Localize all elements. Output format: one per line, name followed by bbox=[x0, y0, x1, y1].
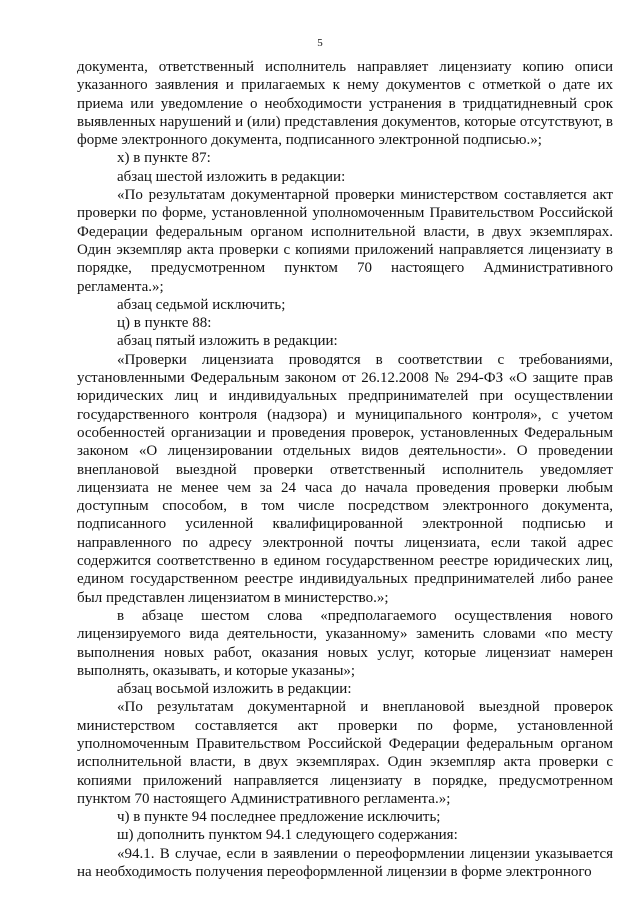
paragraph: х) в пункте 87: bbox=[117, 150, 211, 167]
paragraph: абзац пятый изложить в редакции: bbox=[117, 333, 338, 350]
paragraph: абзац шестой изложить в редакции: bbox=[117, 168, 346, 185]
document-body bbox=[77, 58, 613, 881]
paragraph: ц) в пункте 88: bbox=[117, 315, 212, 332]
paragraph: «По результатам документарной и внеплановой выездной проверок министерством составляется акт проверки по форме, установленной уполномоченным Правительством Российской Федерации федеральным органом исполнительной власти, в двух экземплярах. Один экземпляр акта проверки с копиями приложений направляется лицензиату в порядке, предусмотренном пунктом 70 настоящего Административного регламента.»; bbox=[77, 699, 613, 807]
paragraph: «По результатам документарной проверки министерством составляется акт проверки по форме, установленной уполномоченным Правительством Российской Федерации федеральным органом исполнительной власти, в двух экземплярах. Один экземпляр акта проверки с копиями приложений направляется лицензиату в порядке, предусмотренном пунктом 70 настоящего Административного регламента.»; bbox=[77, 187, 613, 295]
paragraph: документа, ответственный исполнитель направляет лицензиату копию описи указанного заявления и прилагаемых к нему документов с отметкой о дате их приема или уведомление о необходимости устранения в тридцатидневный срок выявленных нарушений и (или) представления документов, которые отсутствуют, в форме электронного документа, подписанного электронной подписью.»; bbox=[77, 59, 613, 149]
page-number: 5 bbox=[317, 37, 323, 49]
paragraph: в абзаце шестом слова «предполагаемого осуществления нового лицензируемого вида деятельности, указанному» заменить словами «по месту выполнения новых работ, оказания новых услуг, которые лицензиат намерен выполнять, оказывать, и которые указаны»; bbox=[77, 607, 613, 679]
paragraph: «94.1. В случае, если в заявлении о переоформлении лицензии указывается на необходимость получения переоформленной лицензии в форме электронного bbox=[77, 845, 613, 881]
paragraph: абзац седьмой исключить; bbox=[117, 296, 286, 313]
paragraph: ч) в пункте 94 последнее предложение исключить; bbox=[117, 809, 441, 826]
paragraph: «Проверки лицензиата проводятся в соответствии с требованиями, установленными Федеральным законом от 26.12.2008 № 294-ФЗ «О защите прав юридических лиц и индивидуальных предпринимателей при осуществлении государственного контроля (надзора) и муниципального контроля», с учетом особенностей организации и проведения проверок, установленных Федеральным законом «О лицензировании отдельных видов деятельности». О проведении внеплановой выездной проверки ответственный исполнитель уведомляет лицензиата не менее чем за 24 часа до начала проведения проверки любым доступным способом, в том числе посредством электронного документа, подписанного усиленной квалифицированной электронной подписью и направленного по адресу электронной почты лицензиата, если такой адрес содержится соответственно в едином государственном реестре юридических лиц, едином государственном реестре индивидуальных предпринимателей либо ранее был представлен лицензиатом в министерство.»; bbox=[77, 351, 613, 606]
paragraph: ш) дополнить пунктом 94.1 следующего содержания: bbox=[117, 827, 458, 844]
paragraph: абзац восьмой изложить в редакции: bbox=[117, 681, 352, 698]
